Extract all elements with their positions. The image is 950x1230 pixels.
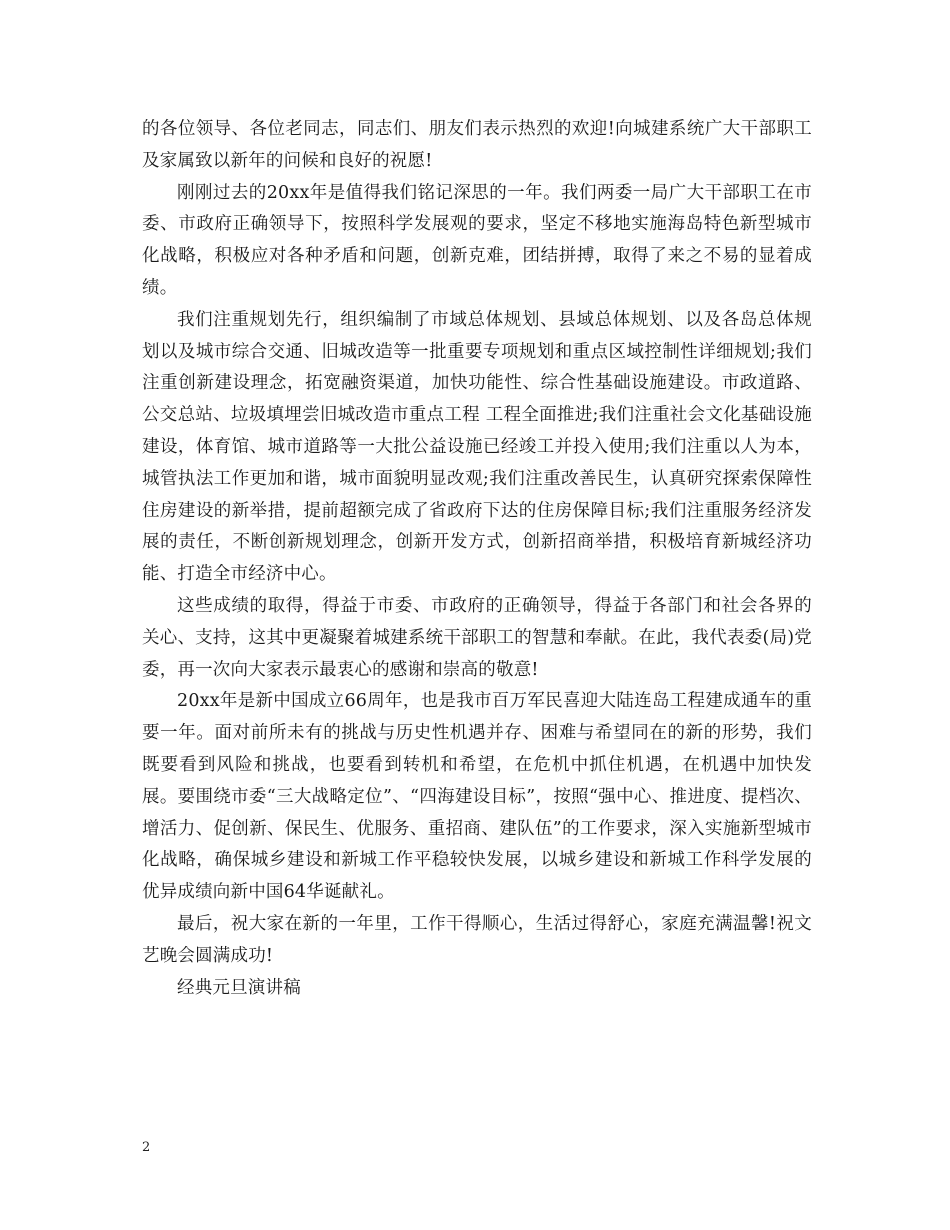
paragraph-achievements: 我们注重规划先行，组织编制了市域总体规划、县域总体规划、以及各岛总体规划以及城市综合交通、旧城改造等一批重要专项规划和重点区域控制性详细规划;我们注重创新建设理念，拓宽融资渠道，加快功能性、综合性基础设施建设。市政道路、公交总站、垃圾填埋尝旧城改造市重点工程 工程全面推进;我们注重社会文化基础设施建设，体育馆、城市道路等一大批公益设施已经竣工并投入使用;我们注重以人为本，城管执法工作更加和谐，城市面貌明显改观;我们注重改善民生，认真研究探索保障性住房建设的新举措，提前超额完成了省政府下达的住房保障目标;我们注重服务经济发展的责任，不断创新规划理念，创新开发方式，创新招商举措，积极培育新城经济功能、打造全市经济中心。	[142, 309, 812, 585]
paragraph-closing-wishes: 最后，祝大家在新的一年里，工作干得顺心，生活过得舒心，家庭充满温馨!祝文艺晚会圆满成功!	[142, 913, 812, 966]
page-number: 2	[142, 1140, 151, 1155]
paragraph-thanks: 这些成绩的取得，得益于市委、市政府的正确领导，得益于各部门和社会各界的关心、支持，这其中更凝聚着城建系统干部职工的智慧和奉献。在此，我代表委(局)党委，再一次向大家表示最衷心的感谢和崇高的敬意!	[142, 595, 812, 680]
document-body	[142, 114, 812, 1004]
paragraph-title-line: 经典元旦演讲稿	[177, 977, 301, 998]
paragraph-new-year-goals: 20xx年是新中国成立66周年，也是我市百万军民喜迎大陆连岛工程建成通车的重要一年。面对前所未有的挑战与历史性机遇并存、困难与希望同在的新的形势，我们既要看到风险和挑战，也要看到转机和希望，在危机中抓住机遇，在机遇中加快发展。要围绕市委“三大战略定位”、“四海建设目标”，按照“强中心、推进度、提档次、增活力、促创新、保民生、优服务、重招商、建队伍”的工作要求，深入实施新型城市化战略，确保城乡建设和新城工作平稳较快发展，以城乡建设和新城工作科学发展的优异成绩向新中国64华诞献礼。	[142, 691, 812, 903]
paragraph-welcome: 的各位领导、各位老同志，同志们、朋友们表示热烈的欢迎!向城建系统广大干部职工及家属致以新年的问候和良好的祝愿!	[142, 119, 812, 171]
paragraph-past-year: 刚刚过去的20xx年是值得我们铭记深思的一年。我们两委一局广大干部职工在市委、市政府正确领导下，按照科学发展观的要求，坚定不移地实施海岛特色新型城市化战略，积极应对各种矛盾和问题，创新克难，团结拼搏，取得了来之不易的显着成绩。	[142, 182, 812, 298]
